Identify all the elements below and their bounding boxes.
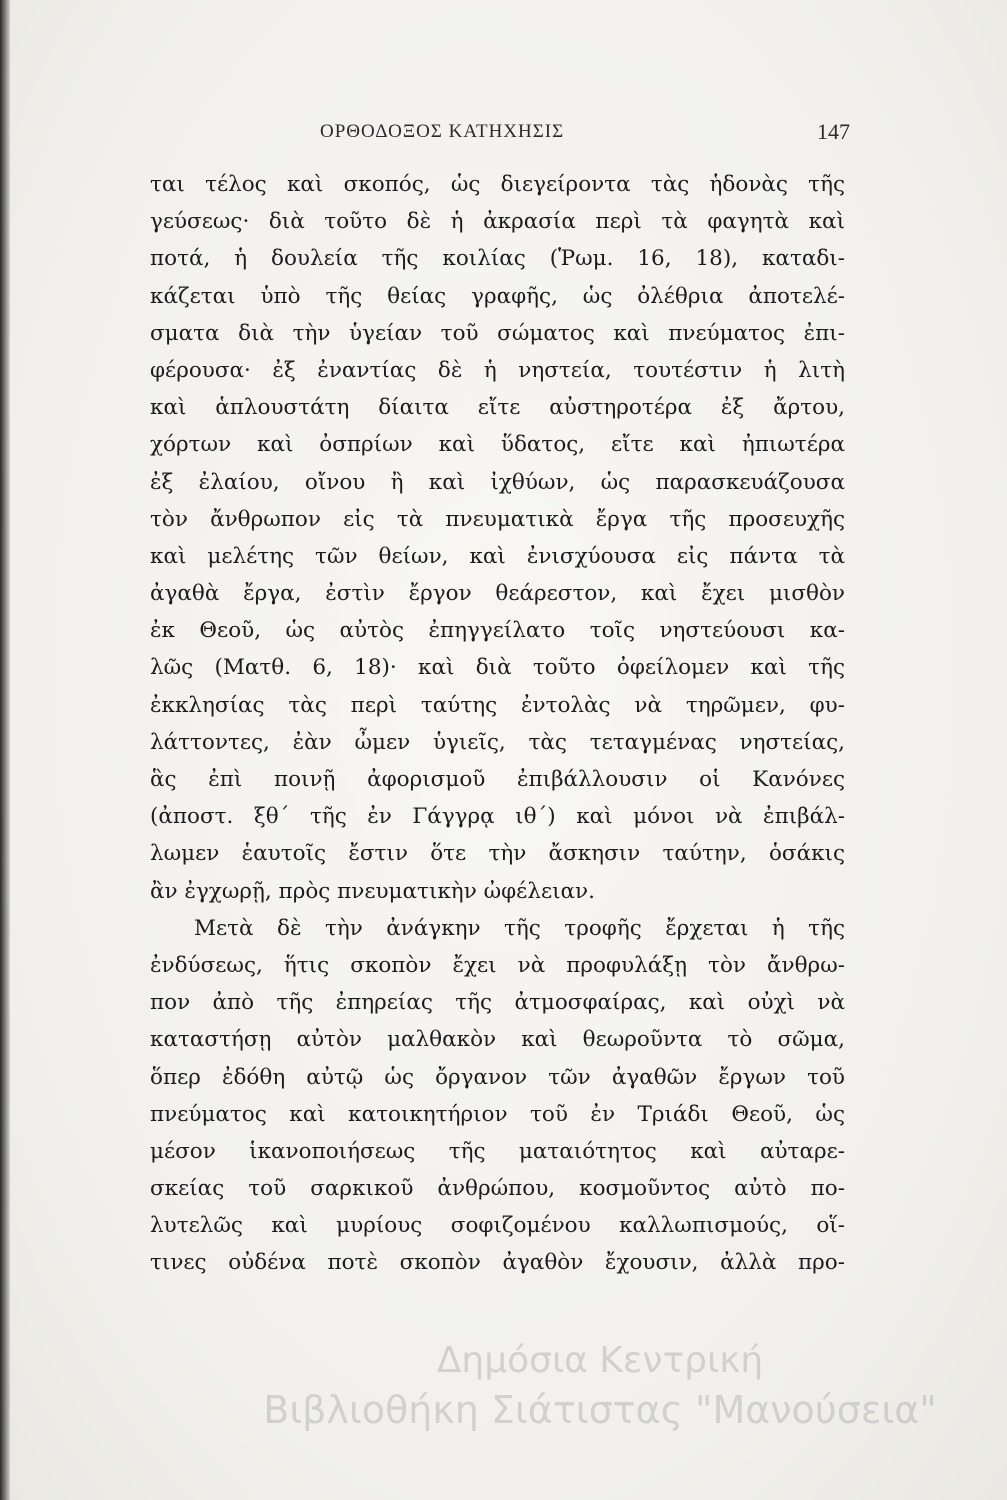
text-line: καὶ μελέτης τῶν θείων, καὶ ἐνισχύουσα εἰς πάντα τὰ (150, 543, 845, 569)
text-line: λῶς (Ματθ. 6, 18)· καὶ διὰ τοῦτο ὀφείλομεν καὶ τῆς (150, 655, 845, 681)
text-line: ἀγαθὰ ἔργα, ἐστὶν ἔργον θεάρεστον, καὶ ἔχει μισθὸν (150, 581, 845, 607)
text-line: ποτά, ἡ δουλεία τῆς κοιλίας (Ῥωμ. 16, 18), καταδι- (150, 246, 845, 272)
library-watermark-line-2: Βιβλιοθήκη Σιάτιστας "Μανούσεια" (263, 1388, 937, 1432)
text-line: ἐκ Θεοῦ, ὡς αὐτὸς ἐπηγγείλατο τοῖς νηστεύουσι κα- (150, 618, 845, 644)
text-line: σματα διὰ τὴν ὑγείαν τοῦ σώματος καὶ πνεύματος ἐπι- (150, 320, 845, 346)
text-line: γεύσεως· διὰ τοῦτο δὲ ἡ ἀκρασία περὶ τὰ φαγητὰ καὶ (150, 209, 845, 235)
text-line: κάζεται ὑπὸ τῆς θείας γραφῆς, ὡς ὀλέθρια ἀποτελέ- (150, 283, 845, 309)
text-line: ἐκκλησίας τὰς περὶ ταύτης ἐντολὰς νὰ τηρῶμεν, φυ- (150, 692, 845, 718)
text-line: πον ἀπὸ τῆς ἐπηρείας τῆς ἀτμοσφαίρας, καὶ οὐχὶ νὰ (150, 990, 845, 1016)
text-line: ται τέλος καὶ σκοπός, ὡς διεγείροντα τὰς ἡδονὰς τῆς (150, 172, 845, 197)
text-line: ἐξ ἐλαίου, οἴνου ἢ καὶ ἰχθύων, ὡς παρασκευάζουσα (150, 469, 845, 495)
text-line: (ἀποστ. ξθ΄ τῆς ἐν Γάγγρᾳ ιθ΄) καὶ μόνοι νὰ ἐπιβάλ- (150, 804, 845, 830)
text-line: ἃς ἐπὶ ποινῇ ἀφορισμοῦ ἐπιβάλλουσιν οἱ Κανόνες (150, 767, 845, 792)
library-watermark-line-1: Δημόσια Κεντρική (436, 1340, 764, 1381)
page-edge-shadow (0, 0, 10, 1500)
text-line: φέρουσα· ἐξ ἐναντίας δὲ ἡ νηστεία, τουτέστιν ἡ λιτὴ (150, 357, 845, 383)
text-line: μέσον ἱκανοποιήσεως τῆς ματαιότητος καὶ αὐταρε- (150, 1138, 845, 1164)
page-header (150, 121, 850, 151)
text-line: χόρτων καὶ ὀσπρίων καὶ ὕδατος, εἴτε καὶ ἠπιωτέρα (150, 432, 845, 458)
body-text (150, 166, 845, 1282)
paragraph-end-line: ἂν ἐγχωρῇ, πρὸς πνευματικὴν ὠφέλειαν. (150, 878, 595, 904)
text-line: τινες οὐδένα ποτὲ σκοπὸν ἀγαθὸν ἔχουσιν, ἀλλὰ προ- (150, 1250, 845, 1276)
text-line: λωμεν ἑαυτοῖς ἔστιν ὅτε τὴν ἄσκησιν ταύτην, ὁσάκις (150, 841, 845, 867)
text-line: καταστήσῃ αὐτὸν μαλθακὸν καὶ θεωροῦντα τὸ σῶμα, (150, 1027, 845, 1053)
text-line: ὅπερ ἐδόθη αὐτῷ ὡς ὄργανον τῶν ἀγαθῶν ἔργων τοῦ (150, 1064, 845, 1090)
paragraph-start-line: Μετὰ δὲ τὴν ἀνάγκην τῆς τροφῆς ἔρχεται ἡ τῆς (194, 915, 845, 941)
running-title: ΟΡΘΟΔΟΞΟΣ ΚΑΤΗΧΗΣΙΣ (320, 121, 565, 142)
page-number: 147 (817, 119, 850, 144)
text-line: πνεύματος καὶ κατοικητήριον τοῦ ἐν Τριάδι Θεοῦ, ὡς (150, 1101, 845, 1127)
text-line: καὶ ἁπλουστάτη δίαιτα εἴτε αὐστηροτέρα ἐξ ἄρτου, (150, 395, 845, 421)
text-line: λάττοντες, ἐὰν ὦμεν ὑγιεῖς, τὰς τεταγμένας νηστείας, (150, 729, 845, 755)
text-line: σκείας τοῦ σαρκικοῦ ἀνθρώπου, κοσμοῦντος αὐτὸ πο- (150, 1176, 845, 1202)
text-line: λυτελῶς καὶ μυρίους σοφιζομένου καλλωπισμούς, οἵ- (150, 1213, 845, 1239)
text-line: τὸν ἄνθρωπον εἰς τὰ πνευματικὰ ἔργα τῆς προσευχῆς (150, 506, 845, 532)
text-line: ἐνδύσεως, ἥτις σκοπὸν ἔχει νὰ προφυλάξῃ τὸν ἄνθρω- (150, 952, 845, 978)
